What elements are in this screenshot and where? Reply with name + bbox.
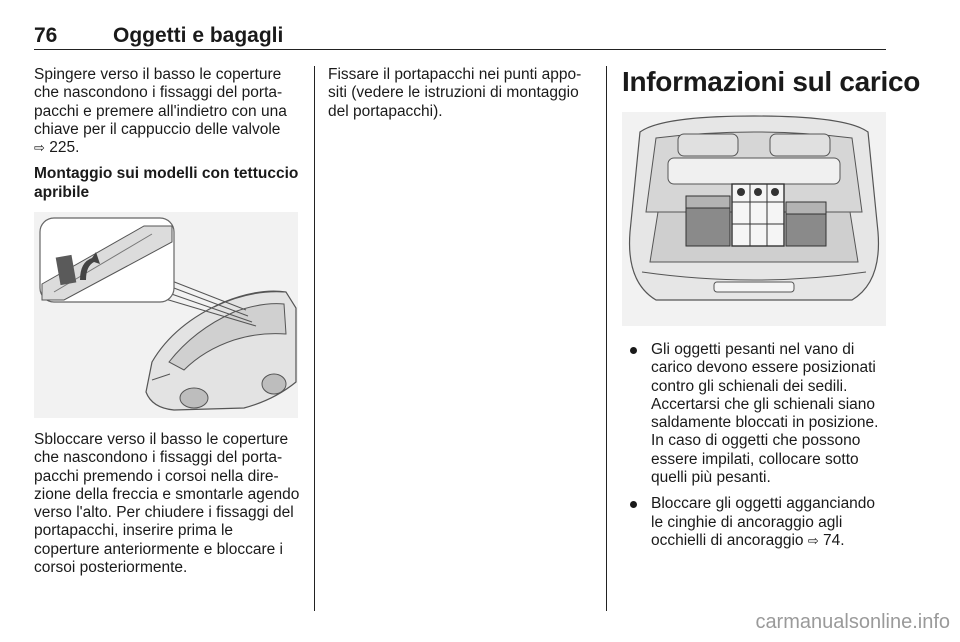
page-ref-link[interactable]: 225. — [49, 139, 80, 157]
roof-rack-illustration — [34, 212, 298, 418]
page-ref-arrow-icon: ⇨ — [34, 140, 45, 156]
paragraph-fix-rack: Fissare il portapacchi nei punti appo-siti (vedere le istruzioni di montaggio del portapacchi). — [328, 66, 582, 120]
paragraph-roof-rack-covers: Spingere verso il basso le coperture che nascondono i fissaggi del porta-pacchi e premere all'indietro con una chiave per il cappuccio delle valvole ⇨ 225. — [34, 66, 287, 157]
list-item: Bloccare gli oggetti agganciando le cinghie di ancoraggio agli occhielli di ancoraggio ⇨ 74. — [630, 495, 890, 550]
paragraph-unlock-covers: Sbloccare verso il basso le coperture che nascondono i fissaggi del porta-pacchi premendo i corsoi nella dire-zione della freccia e smontarle agendo verso l'alto. Per chiudere i fissaggi del portapacchi, inserire prima le coperture anteriormente e bloccare i corsoi posteriormente. — [34, 431, 300, 577]
cargo-area-diagram — [622, 112, 886, 326]
column-1-top — [34, 66, 300, 202]
watermark: carmanualsonline.info — [755, 611, 950, 633]
bullet-icon — [630, 501, 637, 508]
column-divider-1 — [314, 66, 315, 611]
subheading-sunroof: Montaggio sui modelli con tettuccio apribile — [34, 165, 299, 201]
header-rule — [34, 49, 886, 50]
load-instructions-list — [630, 341, 890, 558]
car-roof-fixing-diagram — [34, 212, 298, 418]
page-ref-arrow-icon: ⇨ — [807, 532, 819, 548]
page-ref-link[interactable]: 74. — [823, 531, 845, 549]
page-number: 76 — [34, 24, 58, 47]
column-1-bottom — [34, 431, 300, 577]
load-compartment-illustration — [622, 112, 886, 326]
chapter-title: Oggetti e bagagli — [113, 24, 284, 47]
section-title: Informazioni sul carico — [622, 66, 921, 97]
bullet-icon — [630, 347, 637, 354]
column-divider-2 — [606, 66, 607, 611]
list-item: Gli oggetti pesanti nel vano di carico devono essere posizionati contro gli schienali dei sedili. Accertarsi che gli schienali siano saldamente bloccati in posizione. In caso di oggetti che possono essere impilati, collocare sotto quelli più pesanti. — [630, 341, 890, 487]
page-header — [34, 22, 886, 52]
column-2 — [328, 66, 594, 121]
